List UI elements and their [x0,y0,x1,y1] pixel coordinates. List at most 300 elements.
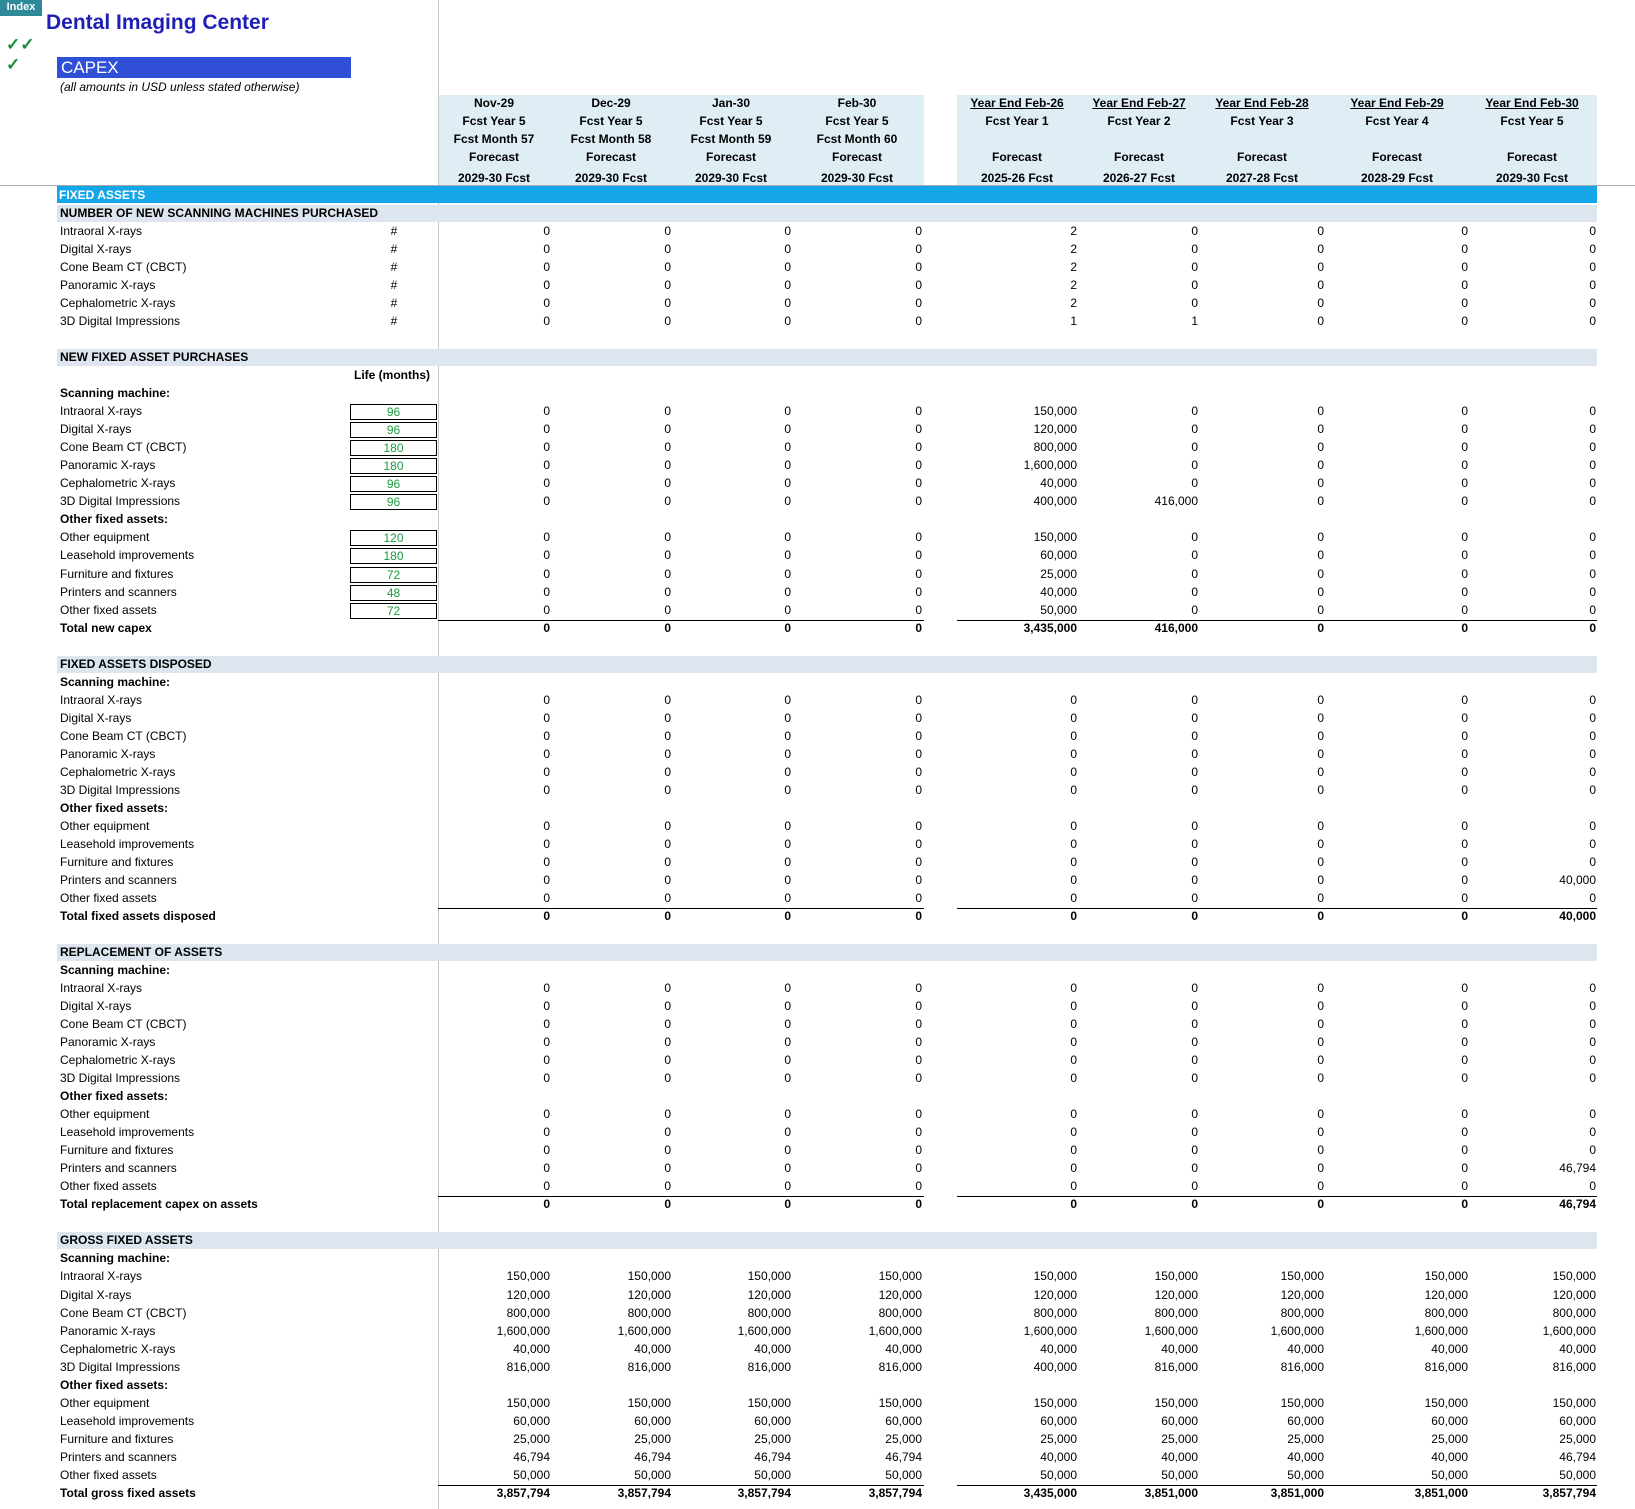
value-cell: 0 [1070,710,1077,725]
life-months-input[interactable]: 72 [350,567,437,583]
value-cell: 0 [915,422,922,437]
total-cell: 416,000 [1154,620,1198,635]
value-cell: 0 [1317,584,1324,599]
total-cell: 0 [915,908,922,923]
life-months-input[interactable]: 120 [350,530,437,546]
value-cell: 120,000 [1552,1287,1596,1302]
unit-marker: # [390,296,398,311]
value-cell: 0 [664,314,671,329]
value-cell: 0 [915,224,922,239]
value-cell: 0 [543,494,550,509]
value-cell: 0 [915,1071,922,1086]
life-months-input[interactable]: 96 [350,422,437,438]
row-label: Other fixed assets [60,1179,157,1194]
value-cell: 0 [543,602,550,617]
value-cell: 0 [1317,602,1324,617]
value-cell: 0 [784,314,791,329]
value-cell: 40,000 [1040,1341,1077,1356]
value-cell: 0 [915,728,922,743]
value-cell: 0 [915,836,922,851]
total-cell: 0 [1191,908,1198,923]
value-cell: 1 [1070,314,1077,329]
value-cell: 0 [664,1179,671,1194]
column-header-h4-col1: Forecast [468,150,520,164]
life-months-input[interactable]: 180 [350,440,437,456]
value-cell: 0 [915,260,922,275]
value-cell: 0 [1317,566,1324,581]
value-cell: 40,000 [1161,1449,1198,1464]
column-header-h5-col2: 2029-30 Fcst [574,171,648,185]
value-cell: 0 [1070,1071,1077,1086]
section-header-bar [57,656,1597,673]
value-cell: 60,000 [754,1413,791,1428]
value-cell: 0 [1070,692,1077,707]
value-cell: 25,000 [1431,1431,1468,1446]
index-button[interactable]: Index [0,0,42,16]
value-cell: 0 [1317,476,1324,491]
value-cell: 150,000 [1552,1269,1596,1284]
value-cell: 0 [915,1125,922,1140]
value-cell: 0 [1461,1053,1468,1068]
total-cell: 0 [1589,620,1596,635]
value-cell: 0 [543,999,550,1014]
value-cell: 0 [1589,999,1596,1014]
value-cell: 0 [664,1017,671,1032]
value-cell: 0 [543,548,550,563]
value-cell: 2 [1070,260,1077,275]
life-months-input[interactable]: 72 [350,603,437,619]
total-cell: 0 [1461,620,1468,635]
section-title-bar [57,57,351,78]
value-cell: 0 [664,584,671,599]
row-label: 3D Digital Impressions [60,782,181,797]
value-cell: 120,000 [878,1287,922,1302]
life-months-input[interactable]: 96 [350,494,437,510]
value-cell: 0 [915,278,922,293]
value-cell: 0 [1589,728,1596,743]
life-months-input[interactable]: 96 [350,476,437,492]
value-cell: 60,000 [1040,1413,1077,1428]
value-cell: 0 [915,584,922,599]
value-cell: 0 [543,530,550,545]
value-cell: 0 [543,710,550,725]
value-cell: 0 [1070,836,1077,851]
total-cell: 46,794 [1559,1197,1596,1212]
value-cell: 0 [1461,458,1468,473]
total-cell: 3,851,000 [1414,1485,1468,1500]
value-cell: 120,000 [1033,1287,1077,1302]
row-label: Cone Beam CT (CBCT) [60,260,187,275]
value-cell: 120,000 [747,1287,791,1302]
value-cell: 25,000 [513,1431,550,1446]
value-cell: 0 [1191,476,1198,491]
value-cell: 0 [1070,1017,1077,1032]
value-cell: 0 [1191,728,1198,743]
value-cell: 0 [1191,278,1198,293]
column-header-h1-col5: Year End Feb-26 [970,96,1064,110]
section-header-bar [57,1232,1597,1249]
value-cell: 0 [543,836,550,851]
row-label: Printers and scanners [60,872,177,887]
value-cell: 0 [1589,566,1596,581]
value-cell: 0 [1191,242,1198,257]
value-cell: 0 [1589,224,1596,239]
total-cell: 3,857,794 [737,1485,791,1500]
value-cell: 0 [664,494,671,509]
value-cell: 0 [1461,1179,1468,1194]
value-cell: 0 [1461,296,1468,311]
value-cell: 0 [1589,1125,1596,1140]
value-cell: 25,000 [1287,1431,1324,1446]
value-cell: 0 [784,1071,791,1086]
value-cell: 0 [1461,224,1468,239]
value-cell: 800,000 [506,1305,550,1320]
value-cell: 60,000 [1287,1413,1324,1428]
column-header-h4-col2: Forecast [585,150,637,164]
row-label: Other equipment [60,530,150,545]
value-cell: 0 [1589,602,1596,617]
value-cell: 0 [1589,1053,1596,1068]
value-cell: 0 [915,296,922,311]
value-cell: 0 [543,872,550,887]
value-cell: 0 [543,818,550,833]
value-cell: 0 [1589,296,1596,311]
value-cell: 1,600,000 [1023,1323,1077,1338]
column-header-h5-col8: 2028-29 Fcst [1360,171,1434,185]
value-cell: 0 [543,782,550,797]
value-cell: 0 [1461,981,1468,996]
section-header: NEW FIXED ASSET PURCHASES [60,350,249,365]
total-cell: 0 [915,1197,922,1212]
value-cell: 816,000 [1154,1359,1198,1374]
value-cell: 0 [543,296,550,311]
value-cell: 0 [1317,728,1324,743]
value-cell: 0 [1461,1161,1468,1176]
value-cell: 0 [915,1107,922,1122]
value-cell: 60,000 [1161,1413,1198,1428]
value-cell: 0 [915,494,922,509]
value-cell: 0 [915,746,922,761]
row-label: Leasehold improvements [60,1413,195,1428]
value-cell: 0 [915,440,922,455]
value-cell: 0 [1070,1035,1077,1050]
value-cell: 0 [543,981,550,996]
value-cell: 0 [784,854,791,869]
value-cell: 0 [543,422,550,437]
value-cell: 0 [1589,981,1596,996]
check-icon-double: ✓✓ [6,35,35,54]
value-cell: 0 [1191,999,1198,1014]
value-cell: 0 [1191,1017,1198,1032]
value-cell: 0 [1317,854,1324,869]
row-label: Digital X-rays [60,999,132,1014]
value-cell: 0 [784,999,791,1014]
subgroup-label: Scanning machine: [60,963,171,978]
value-cell: 0 [543,566,550,581]
value-cell: 0 [784,764,791,779]
value-cell: 0 [1317,242,1324,257]
currency-note: (all amounts in USD unless stated otherwise) [60,80,300,94]
value-cell: 0 [784,494,791,509]
value-cell: 46,794 [885,1449,922,1464]
column-header-h3-col2: Fcst Month 58 [570,132,652,146]
value-cell: 25,000 [1161,1431,1198,1446]
value-cell: 150,000 [627,1269,671,1284]
value-cell: 1,600,000 [1270,1323,1324,1338]
value-cell: 0 [1589,242,1596,257]
value-cell: 0 [1191,854,1198,869]
column-header-h2-col3: Fcst Year 5 [699,114,763,128]
value-cell: 0 [915,710,922,725]
column-header-h2-col9: Fcst Year 5 [1500,114,1564,128]
row-label: 3D Digital Impressions [60,1071,181,1086]
value-cell: 0 [664,476,671,491]
value-cell: 0 [1461,872,1468,887]
total-row-label: Total gross fixed assets [60,1485,196,1500]
value-cell: 0 [915,854,922,869]
value-cell: 0 [664,836,671,851]
value-cell: 0 [1461,1017,1468,1032]
value-cell: 0 [1191,602,1198,617]
value-cell: 0 [915,602,922,617]
value-cell: 1,600,000 [496,1323,550,1338]
life-months-input[interactable]: 180 [350,548,437,564]
value-cell: 0 [543,1143,550,1158]
column-header-h2-col5: Fcst Year 1 [985,114,1049,128]
value-cell: 0 [1191,1161,1198,1176]
value-cell: 0 [1317,999,1324,1014]
total-row-label: Total new capex [60,620,152,635]
value-cell: 120,000 [506,1287,550,1302]
value-cell: 0 [1191,404,1198,419]
value-cell: 150,000 [878,1395,922,1410]
value-cell: 0 [664,242,671,257]
value-cell: 0 [784,872,791,887]
value-cell: 0 [1461,278,1468,293]
value-cell: 0 [1191,890,1198,905]
value-cell: 0 [1191,296,1198,311]
value-cell: 0 [543,1161,550,1176]
value-cell: 150,000 [506,1269,550,1284]
total-cell: 3,851,000 [1144,1485,1198,1500]
value-cell: 0 [1070,818,1077,833]
value-cell: 40,000 [1559,872,1596,887]
total-cell: 0 [915,620,922,635]
value-cell: 0 [1191,836,1198,851]
value-cell: 0 [784,278,791,293]
subgroup-label: Scanning machine: [60,386,171,401]
value-cell: 0 [1317,890,1324,905]
total-cell: 0 [664,620,671,635]
value-cell: 2 [1070,296,1077,311]
value-cell: 50,000 [1287,1467,1324,1482]
value-cell: 800,000 [1552,1305,1596,1320]
section-header-bar [57,349,1597,366]
value-cell: 0 [1589,692,1596,707]
value-cell: 0 [784,1161,791,1176]
total-cell: 0 [1070,908,1077,923]
value-cell: 0 [784,692,791,707]
value-cell: 0 [915,890,922,905]
value-cell: 416,000 [1154,494,1198,509]
value-cell: 0 [1070,1143,1077,1158]
value-cell: 0 [1461,260,1468,275]
life-months-input[interactable]: 48 [350,585,437,601]
value-cell: 0 [784,260,791,275]
column-header-h3-col3: Fcst Month 59 [690,132,772,146]
total-cell: 0 [784,1197,791,1212]
value-cell: 40,000 [1431,1341,1468,1356]
value-cell: 50,000 [885,1467,922,1482]
value-cell: 0 [915,692,922,707]
value-cell: 150,000 [747,1395,791,1410]
column-header-h5-col3: 2029-30 Fcst [694,171,768,185]
value-cell: 0 [1589,710,1596,725]
value-cell: 800,000 [1033,440,1077,455]
value-cell: 0 [784,476,791,491]
value-cell: 0 [1589,782,1596,797]
column-header-h2-col6: Fcst Year 2 [1107,114,1171,128]
row-label: Printers and scanners [60,1449,177,1464]
row-label: Intraoral X-rays [60,1269,143,1284]
value-cell: 0 [1191,1179,1198,1194]
total-cell: 3,857,794 [868,1485,922,1500]
value-cell: 816,000 [1424,1359,1468,1374]
value-cell: 0 [543,260,550,275]
check-icon: ✓ [6,55,21,74]
column-header-h1-col7: Year End Feb-28 [1215,96,1309,110]
value-cell: 0 [1589,1035,1596,1050]
value-cell: 0 [1191,566,1198,581]
row-label: Furniture and fixtures [60,566,174,581]
value-cell: 40,000 [1287,1449,1324,1464]
value-cell: 800,000 [627,1305,671,1320]
value-cell: 0 [915,1179,922,1194]
row-label: 3D Digital Impressions [60,1359,181,1374]
row-label: Cephalometric X-rays [60,764,176,779]
value-cell: 0 [1317,260,1324,275]
value-cell: 0 [915,818,922,833]
value-cell: 0 [915,764,922,779]
value-cell: 0 [1191,1125,1198,1140]
value-cell: 1,600,000 [1414,1323,1468,1338]
value-cell: 0 [664,440,671,455]
column-header-h3-col4: Fcst Month 60 [816,132,898,146]
value-cell: 816,000 [506,1359,550,1374]
value-cell: 0 [664,981,671,996]
value-cell: 0 [543,1107,550,1122]
value-cell: 0 [915,1035,922,1050]
value-cell: 0 [1317,224,1324,239]
value-cell: 0 [1070,1179,1077,1194]
value-cell: 50,000 [1161,1467,1198,1482]
value-cell: 0 [1461,566,1468,581]
value-cell: 0 [543,278,550,293]
life-months-input[interactable]: 180 [350,458,437,474]
value-cell: 150,000 [1033,1269,1077,1284]
value-cell: 0 [1461,476,1468,491]
value-cell: 0 [1317,530,1324,545]
subgroup-label: Other fixed assets: [60,800,169,815]
value-cell: 40,000 [1040,476,1077,491]
value-cell: 0 [1070,1161,1077,1176]
value-cell: 400,000 [1033,1359,1077,1374]
total-cell: 3,435,000 [1023,1485,1077,1500]
subgroup-label: Other fixed assets: [60,1089,169,1104]
value-cell: 0 [1070,782,1077,797]
value-cell: 1,600,000 [1542,1323,1596,1338]
value-cell: 0 [1461,242,1468,257]
value-cell: 0 [1191,548,1198,563]
value-cell: 0 [1317,782,1324,797]
row-label: Furniture and fixtures [60,854,174,869]
value-cell: 0 [1317,818,1324,833]
total-row-label: Total replacement capex on assets [60,1197,258,1212]
value-cell: 150,000 [1033,404,1077,419]
value-cell: 40,000 [1161,1341,1198,1356]
value-cell: 60,000 [1431,1413,1468,1428]
column-header-h2-col2: Fcst Year 5 [579,114,643,128]
value-cell: 40,000 [513,1341,550,1356]
value-cell: 0 [1589,530,1596,545]
value-cell: 0 [784,296,791,311]
value-cell: 0 [664,296,671,311]
total-cell: 0 [543,620,550,635]
unit-marker: # [390,242,398,257]
value-cell: 0 [784,1179,791,1194]
section-title: CAPEX [61,58,119,77]
value-cell: 0 [1461,314,1468,329]
value-cell: 816,000 [1552,1359,1596,1374]
value-cell: 0 [915,314,922,329]
life-months-input[interactable]: 96 [350,404,437,420]
value-cell: 0 [784,566,791,581]
value-cell: 0 [543,746,550,761]
value-cell: 150,000 [506,1395,550,1410]
total-cell: 3,857,794 [617,1485,671,1500]
value-cell: 0 [1317,548,1324,563]
value-cell: 0 [1070,746,1077,761]
value-cell: 0 [664,818,671,833]
column-header-h4-col8: Forecast [1371,150,1423,164]
value-cell: 0 [915,1053,922,1068]
value-cell: 0 [915,872,922,887]
value-cell: 0 [915,476,922,491]
value-cell: 25,000 [1040,566,1077,581]
value-cell: 800,000 [1280,1305,1324,1320]
value-cell: 0 [1070,1107,1077,1122]
value-cell: 0 [1317,746,1324,761]
value-cell: 0 [1461,1143,1468,1158]
value-cell: 0 [915,404,922,419]
value-cell: 0 [1070,872,1077,887]
value-cell: 0 [1461,584,1468,599]
value-cell: 0 [543,314,550,329]
value-cell: 0 [543,764,550,779]
value-cell: 0 [1070,890,1077,905]
value-cell: 800,000 [878,1305,922,1320]
value-cell: 120,000 [1280,1287,1324,1302]
value-cell: 50,000 [513,1467,550,1482]
fixed-assets-label: FIXED ASSETS [59,188,146,202]
value-cell: 0 [915,999,922,1014]
row-label: 3D Digital Impressions [60,494,181,509]
value-cell: 150,000 [1280,1269,1324,1284]
value-cell: 0 [1191,746,1198,761]
total-cell: 0 [1317,908,1324,923]
total-cell: 0 [543,1197,550,1212]
value-cell: 2 [1070,224,1077,239]
